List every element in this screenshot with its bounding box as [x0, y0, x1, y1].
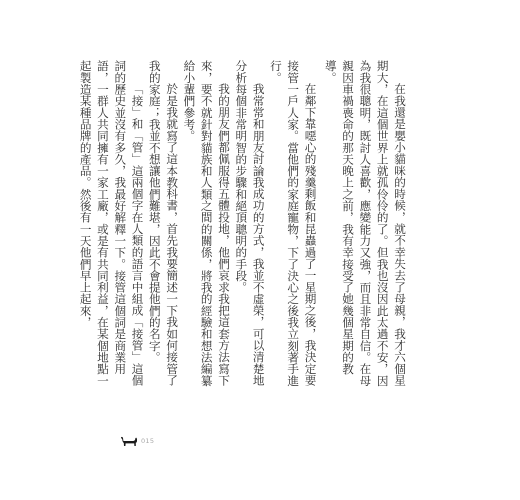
- page-number: 015: [141, 437, 155, 445]
- paragraph-1: 在我還是嬰小貓咪的時候，就不幸失去了母親，我才六個星期大，在這個世界上就孤伶伶的了。但我也沒因此太過不安，因為我很聰明，既討人喜歡，應變能力又強，而且非常自信。在母親因車禍喪命的那天晚上之前，我有幸接受了她幾個星期的教導。: [323, 60, 407, 387]
- paragraph-3: 我常常和朋友討論我成功的方式，我並不虛榮，可以清楚地分析每個非常明智的步驟和絕頂聰明的手段。: [234, 60, 266, 387]
- paragraph-4: 我的朋友們都佩服得五體投地，他們哀求我把這套方法寫下來，要不就針對貓族和人類之間的關係，將我的經驗和想法編纂給小輩們參考。: [182, 60, 232, 387]
- paragraph-5: 於是我就寫了這本教科書，首先我要簡述一下我如何接管了我的家庭；我並不想讓他們難堪，因此不會提他們的名字。: [147, 60, 180, 387]
- page-footer: [120, 435, 154, 447]
- paragraph-2: 在鄰下靠噁心的殘羹剩飯和昆蟲過了一星期之後，我決定要接管一戶人家。當他們的家庭寵物，下了決心之後我立刻著手進行。: [268, 60, 318, 387]
- body-text: [78, 60, 408, 395]
- cat-silhouette-icon: [120, 435, 138, 447]
- paragraph-6: 「接」和「管」這兩個字在人類的語言中組成「接管」這個詞的歷史並沒有多久，我最好解釋一下。接管這個詞是商業用語，一群人共同擁有一家工廠，或是有共同利益，在某個地點一起製造某種品牌的產品。然後有一天他們早上起來，: [78, 60, 145, 387]
